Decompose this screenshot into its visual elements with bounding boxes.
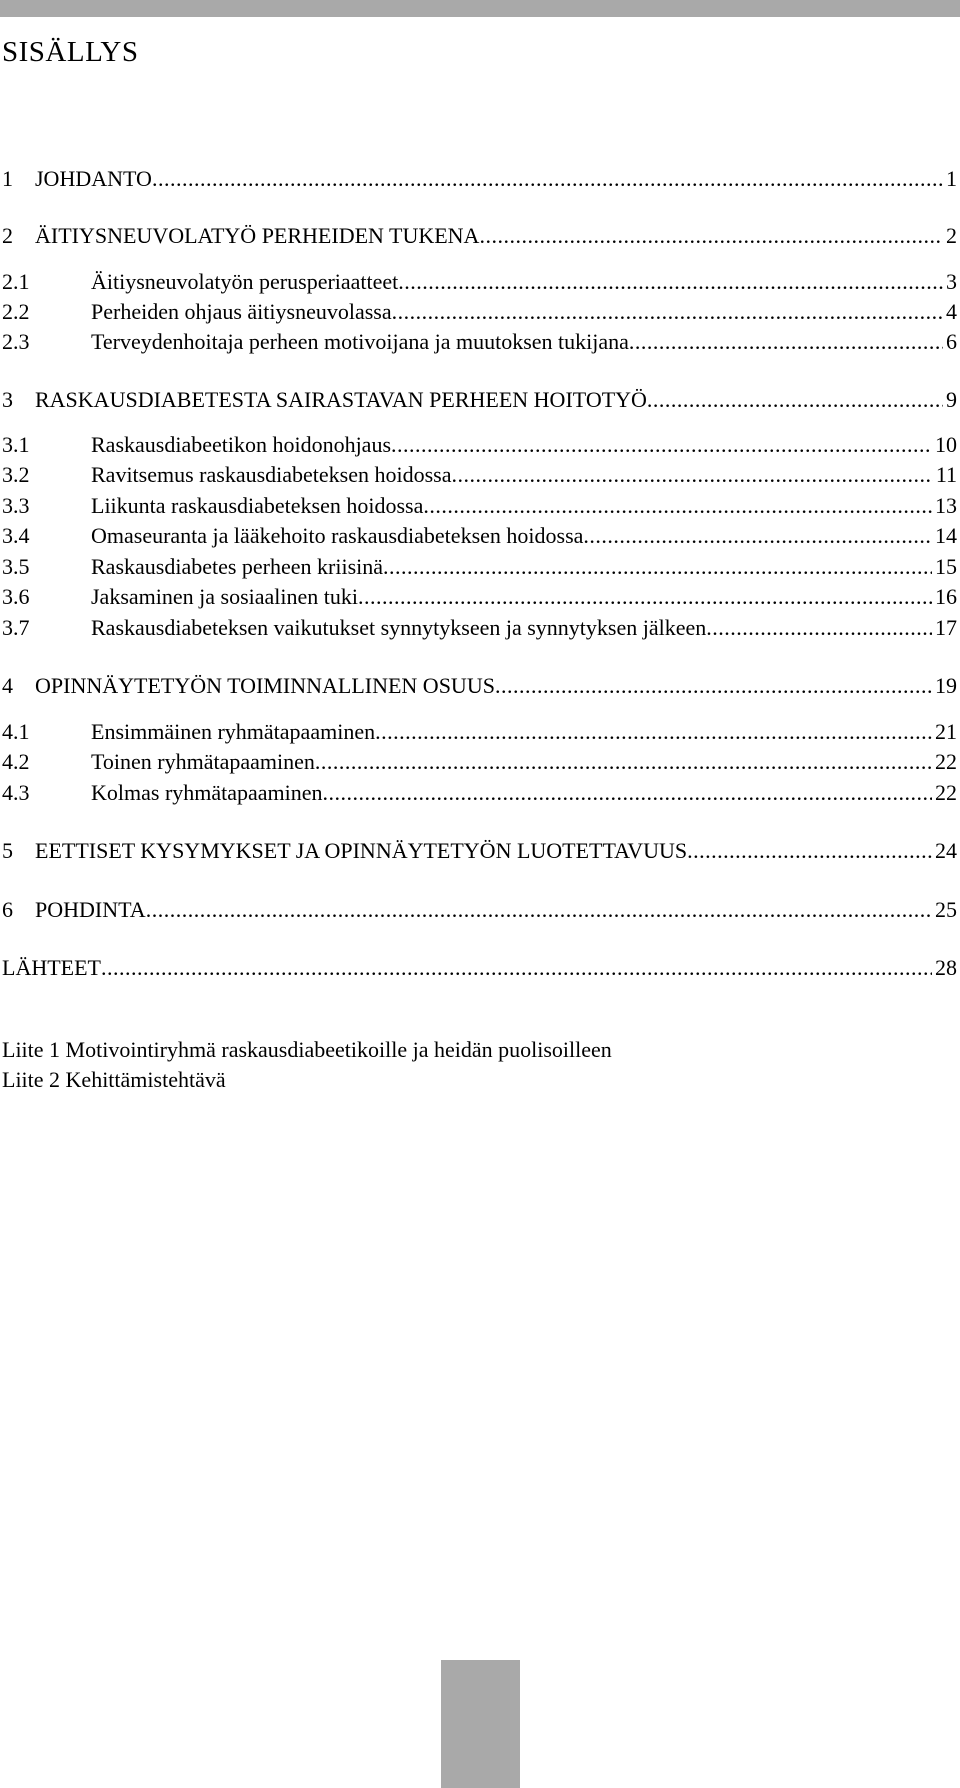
toc-leader bbox=[383, 554, 932, 580]
toc-leader bbox=[391, 432, 932, 458]
toc-entry[interactable] bbox=[2, 329, 957, 355]
toc-page-number: 2 bbox=[946, 223, 957, 248]
toc-label: Raskausdiabeetikon hoidonohjaus bbox=[91, 432, 392, 457]
toc-leader bbox=[152, 166, 943, 192]
page-title: SISÄLLYS bbox=[2, 36, 139, 68]
toc-page-number: 14 bbox=[935, 523, 957, 548]
toc-number: 4 bbox=[2, 673, 13, 698]
footer-tab bbox=[441, 1660, 520, 1788]
toc-page-number: 25 bbox=[935, 897, 957, 922]
toc-label: Terveydenhoitaja perheen motivoijana ja muutoksen tukijana bbox=[91, 329, 629, 354]
toc-number: 3.1 bbox=[2, 432, 30, 457]
toc-leader bbox=[358, 584, 932, 610]
toc-leader bbox=[146, 897, 932, 923]
toc-label: RASKAUSDIABETESTA SAIRASTAVAN PERHEEN HOITOTYÖ bbox=[35, 387, 647, 412]
toc-leader bbox=[647, 387, 943, 413]
toc-label: LÄHTEET bbox=[2, 955, 101, 980]
toc-number: 6 bbox=[2, 897, 13, 922]
toc-page-number: 22 bbox=[935, 749, 957, 774]
toc-number: 2.1 bbox=[2, 269, 30, 294]
toc-page-number: 15 bbox=[935, 554, 957, 579]
toc-number: 1 bbox=[2, 166, 13, 191]
toc-leader bbox=[392, 299, 943, 325]
toc-label: Perheiden ohjaus äitiysneuvolassa bbox=[91, 299, 392, 324]
toc-entry[interactable] bbox=[2, 387, 957, 413]
toc-label: Raskausdiabetes perheen kriisinä bbox=[91, 554, 384, 579]
toc-number: 4.3 bbox=[2, 780, 30, 805]
toc-entry[interactable] bbox=[2, 838, 957, 864]
toc-entry[interactable] bbox=[2, 584, 957, 610]
toc-page-number: 22 bbox=[935, 780, 957, 805]
toc-number: 2 bbox=[2, 223, 13, 248]
toc-number: 3.4 bbox=[2, 523, 30, 548]
toc-leader bbox=[583, 523, 932, 549]
toc-entry[interactable] bbox=[2, 749, 957, 775]
toc-entry[interactable] bbox=[2, 269, 957, 295]
toc-page-number: 17 bbox=[935, 615, 957, 640]
toc-label: EETTISET KYSYMYKSET JA OPINNÄYTETYÖN LUOTETTAVUUS bbox=[35, 838, 688, 863]
toc-leader bbox=[629, 329, 943, 355]
toc-number: 4.2 bbox=[2, 749, 30, 774]
toc-entry[interactable] bbox=[2, 493, 957, 519]
toc-leader bbox=[101, 955, 932, 981]
toc-number: 3.7 bbox=[2, 615, 30, 640]
toc-label: Raskausdiabeteksen vaikutukset synnytykseen ja synnytyksen jälkeen bbox=[91, 615, 707, 640]
toc-entry[interactable] bbox=[2, 719, 957, 745]
toc-entry[interactable] bbox=[2, 299, 957, 325]
toc-number: 5 bbox=[2, 838, 13, 863]
appendix-item: Liite 1 Motivointiryhmä raskausdiabeetikoille ja heidän puolisoilleen bbox=[2, 1037, 612, 1062]
toc-number: 3 bbox=[2, 387, 13, 412]
toc-page-number: 1 bbox=[946, 166, 957, 191]
toc-leader bbox=[423, 493, 932, 519]
toc-number: 4.1 bbox=[2, 719, 30, 744]
toc-page-number: 28 bbox=[935, 955, 957, 980]
toc-label: JOHDANTO bbox=[35, 166, 152, 191]
toc-leader bbox=[323, 780, 932, 806]
toc-label: OPINNÄYTETYÖN TOIMINNALLINEN OSUUS bbox=[35, 673, 495, 698]
toc-page-number: 13 bbox=[935, 493, 957, 518]
toc-entry[interactable] bbox=[2, 955, 957, 981]
toc-entry[interactable] bbox=[2, 432, 957, 458]
toc-leader bbox=[479, 223, 943, 249]
toc-page-number: 16 bbox=[935, 584, 957, 609]
toc-leader bbox=[315, 749, 932, 775]
toc-entry[interactable] bbox=[2, 223, 957, 249]
toc-label: Jaksaminen ja sosiaalinen tuki bbox=[91, 584, 358, 609]
toc-leader bbox=[398, 269, 943, 295]
toc-leader bbox=[452, 462, 933, 488]
toc-number: 3.3 bbox=[2, 493, 30, 518]
toc-leader bbox=[375, 719, 932, 745]
toc-page-number: 24 bbox=[935, 838, 957, 863]
toc-entry[interactable] bbox=[2, 554, 957, 580]
toc-entry[interactable] bbox=[2, 615, 957, 641]
toc-number: 2.2 bbox=[2, 299, 30, 324]
toc-page-number: 4 bbox=[946, 299, 957, 324]
toc-entry[interactable] bbox=[2, 523, 957, 549]
toc-leader bbox=[495, 673, 932, 699]
toc-entry[interactable] bbox=[2, 462, 957, 488]
toc-number: 3.5 bbox=[2, 554, 30, 579]
toc-entry[interactable] bbox=[2, 897, 957, 923]
toc-page-number: 19 bbox=[935, 673, 957, 698]
toc-page-number: 6 bbox=[946, 329, 957, 354]
appendix-item: Liite 2 Kehittämistehtävä bbox=[2, 1067, 226, 1092]
toc-page-number: 10 bbox=[935, 432, 957, 457]
toc-label: ÄITIYSNEUVOLATYÖ PERHEIDEN TUKENA bbox=[35, 223, 480, 248]
toc-label: Äitiysneuvolatyön perusperiaatteet bbox=[91, 269, 399, 294]
toc-page-number: 9 bbox=[946, 387, 957, 412]
toc-label: Toinen ryhmätapaaminen bbox=[91, 749, 315, 774]
toc-entry[interactable] bbox=[2, 166, 957, 192]
toc-number: 3.2 bbox=[2, 462, 30, 487]
toc-label: POHDINTA bbox=[35, 897, 146, 922]
toc-entry[interactable] bbox=[2, 780, 957, 806]
toc-label: Liikunta raskausdiabeteksen hoidossa bbox=[91, 493, 424, 518]
toc-label: Omaseuranta ja lääkehoito raskausdiabeteksen hoidossa bbox=[91, 523, 584, 548]
toc-page-number: 21 bbox=[935, 719, 957, 744]
toc-entry[interactable] bbox=[2, 673, 957, 699]
toc-label: Kolmas ryhmätapaaminen bbox=[91, 780, 323, 805]
toc-number: 3.6 bbox=[2, 584, 30, 609]
toc-label: Ensimmäinen ryhmätapaaminen bbox=[91, 719, 376, 744]
toc-page-number: 11 bbox=[935, 462, 957, 487]
toc-page-number: 3 bbox=[946, 269, 957, 294]
toc-label: Ravitsemus raskausdiabeteksen hoidossa bbox=[91, 462, 452, 487]
toc-number: 2.3 bbox=[2, 329, 30, 354]
toc-leader bbox=[706, 615, 932, 641]
toc-leader bbox=[687, 838, 932, 864]
